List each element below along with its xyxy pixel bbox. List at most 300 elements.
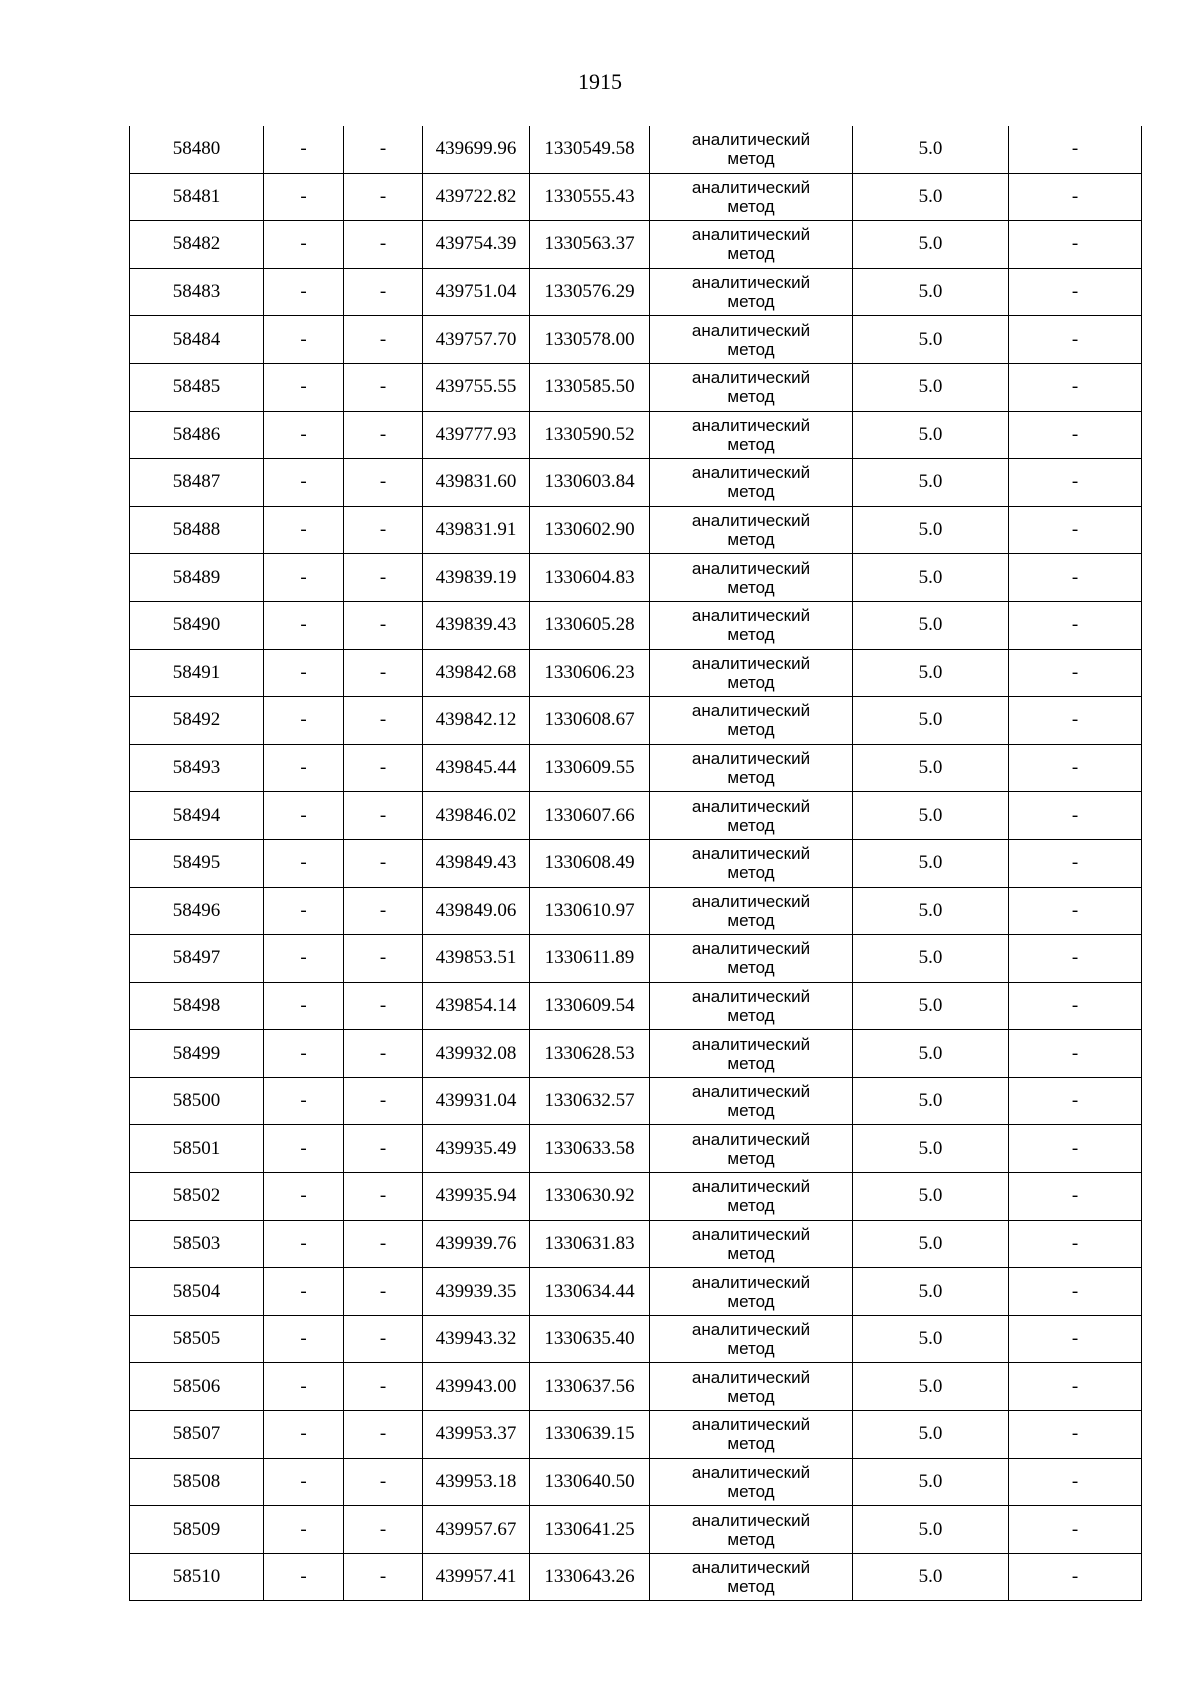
table-row (130, 982, 1142, 1030)
point-number-cell: 58509 (130, 1506, 264, 1554)
table-row (130, 126, 1142, 173)
table-row (130, 744, 1142, 792)
x-coordinate-cell: 439831.91 (423, 506, 530, 554)
accuracy-cell: 5.0 (853, 268, 1009, 316)
method-cell (650, 1411, 853, 1459)
accuracy-cell: 5.0 (853, 697, 1009, 745)
method-cell (650, 506, 853, 554)
y-coordinate-cell: 1330602.90 (530, 506, 650, 554)
x-coordinate-cell: 439943.00 (423, 1363, 530, 1411)
empty-dash-cell: - (1009, 1077, 1142, 1125)
x-coordinate-cell: 439953.18 (423, 1458, 530, 1506)
x-coordinate-cell: 439939.35 (423, 1268, 530, 1316)
empty-dash-cell: - (264, 554, 344, 602)
empty-dash-cell: - (344, 1268, 423, 1316)
y-coordinate-cell: 1330604.83 (530, 554, 650, 602)
y-coordinate-cell: 1330609.55 (530, 744, 650, 792)
empty-dash-cell: - (264, 221, 344, 269)
table-row (130, 1220, 1142, 1268)
table-row (130, 459, 1142, 507)
x-coordinate-cell: 439932.08 (423, 1030, 530, 1078)
method-line-1: аналитический (691, 130, 811, 150)
method-cell (650, 1506, 853, 1554)
point-number-cell: 58506 (130, 1363, 264, 1411)
accuracy-cell: 5.0 (853, 1268, 1009, 1316)
table-body (130, 126, 1142, 1601)
empty-dash-cell: - (1009, 173, 1142, 221)
empty-dash-cell: - (264, 506, 344, 554)
empty-dash-cell: - (1009, 839, 1142, 887)
accuracy-cell: 5.0 (853, 792, 1009, 840)
method-line-2: метод (727, 149, 775, 169)
point-number-cell: 58497 (130, 935, 264, 983)
method-line-2: метод (727, 1005, 775, 1025)
table-row (130, 1411, 1142, 1459)
point-number-cell: 58507 (130, 1411, 264, 1459)
method-line-2: метод (727, 625, 775, 645)
method-line-1: аналитический (691, 939, 811, 959)
method-line-1: аналитический (691, 749, 811, 769)
accuracy-cell: 5.0 (853, 982, 1009, 1030)
method-line-1: аналитический (691, 1415, 811, 1435)
table-row (130, 887, 1142, 935)
point-number-cell: 58486 (130, 411, 264, 459)
method-cell (650, 1363, 853, 1411)
accuracy-cell: 5.0 (853, 1315, 1009, 1363)
method-line-1: аналитический (691, 844, 811, 864)
empty-dash-cell: - (264, 1363, 344, 1411)
method-line-2: метод (727, 244, 775, 264)
x-coordinate-cell: 439777.93 (423, 411, 530, 459)
empty-dash-cell: - (264, 1411, 344, 1459)
method-line-1: аналитический (691, 415, 811, 435)
accuracy-cell: 5.0 (853, 649, 1009, 697)
method-line-2: метод (727, 387, 775, 407)
x-coordinate-cell: 439939.76 (423, 1220, 530, 1268)
table-row (130, 839, 1142, 887)
point-number-cell: 58491 (130, 649, 264, 697)
empty-dash-cell: - (264, 935, 344, 983)
table-row (130, 697, 1142, 745)
x-coordinate-cell: 439757.70 (423, 316, 530, 364)
empty-dash-cell: - (344, 1220, 423, 1268)
empty-dash-cell: - (264, 1220, 344, 1268)
method-cell (650, 839, 853, 887)
empty-dash-cell: - (344, 1411, 423, 1459)
coordinates-table (129, 126, 1142, 1601)
table-row (130, 649, 1142, 697)
empty-dash-cell: - (344, 982, 423, 1030)
table-row (130, 1363, 1142, 1411)
method-cell (650, 1315, 853, 1363)
y-coordinate-cell: 1330549.58 (530, 126, 650, 173)
method-line-1: аналитический (691, 1367, 811, 1387)
accuracy-cell: 5.0 (853, 316, 1009, 364)
empty-dash-cell: - (264, 411, 344, 459)
x-coordinate-cell: 439831.60 (423, 459, 530, 507)
method-line-1: аналитический (691, 1320, 811, 1340)
y-coordinate-cell: 1330606.23 (530, 649, 650, 697)
empty-dash-cell: - (344, 459, 423, 507)
method-line-1: аналитический (691, 1034, 811, 1054)
table-row (130, 506, 1142, 554)
empty-dash-cell: - (1009, 1173, 1142, 1221)
method-line-2: метод (727, 1148, 775, 1168)
table-row (130, 1553, 1142, 1601)
accuracy-cell: 5.0 (853, 935, 1009, 983)
empty-dash-cell: - (1009, 697, 1142, 745)
empty-dash-cell: - (1009, 459, 1142, 507)
empty-dash-cell: - (344, 839, 423, 887)
empty-dash-cell: - (264, 1315, 344, 1363)
empty-dash-cell: - (344, 363, 423, 411)
empty-dash-cell: - (1009, 1268, 1142, 1316)
method-line-2: метод (727, 1434, 775, 1454)
method-line-1: аналитический (691, 177, 811, 197)
method-cell (650, 697, 853, 745)
empty-dash-cell: - (264, 744, 344, 792)
method-line-2: метод (727, 577, 775, 597)
x-coordinate-cell: 439943.32 (423, 1315, 530, 1363)
y-coordinate-cell: 1330628.53 (530, 1030, 650, 1078)
empty-dash-cell: - (344, 506, 423, 554)
point-number-cell: 58510 (130, 1553, 264, 1601)
method-cell (650, 126, 853, 173)
empty-dash-cell: - (264, 839, 344, 887)
accuracy-cell: 5.0 (853, 744, 1009, 792)
empty-dash-cell: - (1009, 982, 1142, 1030)
empty-dash-cell: - (264, 601, 344, 649)
accuracy-cell: 5.0 (853, 839, 1009, 887)
y-coordinate-cell: 1330603.84 (530, 459, 650, 507)
point-number-cell: 58493 (130, 744, 264, 792)
method-line-2: метод (727, 958, 775, 978)
table-row (130, 554, 1142, 602)
empty-dash-cell: - (344, 697, 423, 745)
accuracy-cell: 5.0 (853, 887, 1009, 935)
point-number-cell: 58503 (130, 1220, 264, 1268)
empty-dash-cell: - (344, 792, 423, 840)
method-line-2: метод (727, 1101, 775, 1121)
accuracy-cell: 5.0 (853, 1506, 1009, 1554)
empty-dash-cell: - (1009, 1030, 1142, 1078)
method-line-2: метод (727, 863, 775, 883)
x-coordinate-cell: 439935.49 (423, 1125, 530, 1173)
empty-dash-cell: - (344, 935, 423, 983)
y-coordinate-cell: 1330630.92 (530, 1173, 650, 1221)
method-line-2: метод (727, 196, 775, 216)
empty-dash-cell: - (1009, 268, 1142, 316)
method-line-2: метод (727, 482, 775, 502)
method-line-2: метод (727, 1529, 775, 1549)
method-cell (650, 459, 853, 507)
method-cell (650, 792, 853, 840)
method-cell (650, 744, 853, 792)
method-line-1: аналитический (691, 1510, 811, 1530)
empty-dash-cell: - (264, 363, 344, 411)
point-number-cell: 58487 (130, 459, 264, 507)
method-line-2: метод (727, 1243, 775, 1263)
method-line-2: метод (727, 815, 775, 835)
method-cell (650, 268, 853, 316)
method-line-2: метод (727, 1386, 775, 1406)
method-line-1: аналитический (691, 796, 811, 816)
point-number-cell: 58480 (130, 126, 264, 173)
method-line-1: аналитический (691, 1558, 811, 1578)
accuracy-cell: 5.0 (853, 1077, 1009, 1125)
empty-dash-cell: - (264, 1077, 344, 1125)
accuracy-cell: 5.0 (853, 411, 1009, 459)
empty-dash-cell: - (344, 1030, 423, 1078)
method-line-2: метод (727, 530, 775, 550)
table-row (130, 1315, 1142, 1363)
empty-dash-cell: - (264, 316, 344, 364)
method-cell (650, 649, 853, 697)
method-cell (650, 601, 853, 649)
accuracy-cell: 5.0 (853, 1553, 1009, 1601)
empty-dash-cell: - (264, 268, 344, 316)
y-coordinate-cell: 1330608.67 (530, 697, 650, 745)
empty-dash-cell: - (344, 268, 423, 316)
y-coordinate-cell: 1330640.50 (530, 1458, 650, 1506)
accuracy-cell: 5.0 (853, 1220, 1009, 1268)
empty-dash-cell: - (344, 649, 423, 697)
empty-dash-cell: - (344, 173, 423, 221)
empty-dash-cell: - (1009, 792, 1142, 840)
table-row (130, 1506, 1142, 1554)
empty-dash-cell: - (1009, 1220, 1142, 1268)
method-line-1: аналитический (691, 225, 811, 245)
empty-dash-cell: - (1009, 1553, 1142, 1601)
empty-dash-cell: - (344, 744, 423, 792)
empty-dash-cell: - (1009, 1411, 1142, 1459)
table-row (130, 411, 1142, 459)
point-number-cell: 58500 (130, 1077, 264, 1125)
method-line-2: метод (727, 292, 775, 312)
empty-dash-cell: - (264, 887, 344, 935)
point-number-cell: 58483 (130, 268, 264, 316)
accuracy-cell: 5.0 (853, 1173, 1009, 1221)
method-line-1: аналитический (691, 558, 811, 578)
method-line-1: аналитический (691, 1082, 811, 1102)
y-coordinate-cell: 1330590.52 (530, 411, 650, 459)
accuracy-cell: 5.0 (853, 363, 1009, 411)
method-cell (650, 982, 853, 1030)
x-coordinate-cell: 439754.39 (423, 221, 530, 269)
page-number: 1915 (578, 69, 622, 94)
empty-dash-cell: - (1009, 126, 1142, 173)
y-coordinate-cell: 1330637.56 (530, 1363, 650, 1411)
empty-dash-cell: - (344, 554, 423, 602)
point-number-cell: 58502 (130, 1173, 264, 1221)
y-coordinate-cell: 1330608.49 (530, 839, 650, 887)
table-row (130, 1458, 1142, 1506)
empty-dash-cell: - (264, 697, 344, 745)
x-coordinate-cell: 439935.94 (423, 1173, 530, 1221)
empty-dash-cell: - (264, 1458, 344, 1506)
method-line-1: аналитический (691, 511, 811, 531)
y-coordinate-cell: 1330634.44 (530, 1268, 650, 1316)
y-coordinate-cell: 1330641.25 (530, 1506, 650, 1554)
point-number-cell: 58482 (130, 221, 264, 269)
method-cell (650, 316, 853, 364)
accuracy-cell: 5.0 (853, 126, 1009, 173)
method-line-1: аналитический (691, 606, 811, 626)
method-cell (650, 1030, 853, 1078)
method-line-1: аналитический (691, 701, 811, 721)
y-coordinate-cell: 1330576.29 (530, 268, 650, 316)
point-number-cell: 58501 (130, 1125, 264, 1173)
y-coordinate-cell: 1330609.54 (530, 982, 650, 1030)
empty-dash-cell: - (1009, 1506, 1142, 1554)
x-coordinate-cell: 439853.51 (423, 935, 530, 983)
x-coordinate-cell: 439849.43 (423, 839, 530, 887)
point-number-cell: 58499 (130, 1030, 264, 1078)
point-number-cell: 58488 (130, 506, 264, 554)
empty-dash-cell: - (1009, 411, 1142, 459)
x-coordinate-cell: 439839.43 (423, 601, 530, 649)
empty-dash-cell: - (344, 887, 423, 935)
table-row (130, 268, 1142, 316)
x-coordinate-cell: 439842.12 (423, 697, 530, 745)
method-cell (650, 1125, 853, 1173)
method-line-1: аналитический (691, 986, 811, 1006)
method-line-1: аналитический (691, 273, 811, 293)
empty-dash-cell: - (264, 173, 344, 221)
method-line-1: аналитический (691, 1462, 811, 1482)
table-row (130, 1030, 1142, 1078)
y-coordinate-cell: 1330555.43 (530, 173, 650, 221)
method-cell (650, 1553, 853, 1601)
accuracy-cell: 5.0 (853, 1458, 1009, 1506)
point-number-cell: 58494 (130, 792, 264, 840)
empty-dash-cell: - (264, 126, 344, 173)
empty-dash-cell: - (1009, 316, 1142, 364)
method-line-2: метод (727, 1196, 775, 1216)
method-line-1: аналитический (691, 1272, 811, 1292)
empty-dash-cell: - (264, 1173, 344, 1221)
x-coordinate-cell: 439755.55 (423, 363, 530, 411)
y-coordinate-cell: 1330607.66 (530, 792, 650, 840)
y-coordinate-cell: 1330563.37 (530, 221, 650, 269)
accuracy-cell: 5.0 (853, 1411, 1009, 1459)
method-line-1: аналитический (691, 1177, 811, 1197)
x-coordinate-cell: 439722.82 (423, 173, 530, 221)
method-line-1: аналитический (691, 1224, 811, 1244)
method-line-2: метод (727, 1339, 775, 1359)
table-row (130, 1173, 1142, 1221)
point-number-cell: 58508 (130, 1458, 264, 1506)
point-number-cell: 58489 (130, 554, 264, 602)
x-coordinate-cell: 439953.37 (423, 1411, 530, 1459)
empty-dash-cell: - (1009, 221, 1142, 269)
method-line-1: аналитический (691, 891, 811, 911)
empty-dash-cell: - (344, 126, 423, 173)
method-line-1: аналитический (691, 463, 811, 483)
empty-dash-cell: - (264, 459, 344, 507)
accuracy-cell: 5.0 (853, 554, 1009, 602)
table-row (130, 316, 1142, 364)
method-line-1: аналитический (691, 368, 811, 388)
method-cell (650, 411, 853, 459)
x-coordinate-cell: 439849.06 (423, 887, 530, 935)
accuracy-cell: 5.0 (853, 506, 1009, 554)
table-row (130, 363, 1142, 411)
y-coordinate-cell: 1330635.40 (530, 1315, 650, 1363)
method-cell (650, 887, 853, 935)
empty-dash-cell: - (344, 411, 423, 459)
empty-dash-cell: - (1009, 554, 1142, 602)
empty-dash-cell: - (344, 1315, 423, 1363)
y-coordinate-cell: 1330639.15 (530, 1411, 650, 1459)
empty-dash-cell: - (1009, 887, 1142, 935)
x-coordinate-cell: 439842.68 (423, 649, 530, 697)
accuracy-cell: 5.0 (853, 1125, 1009, 1173)
y-coordinate-cell: 1330643.26 (530, 1553, 650, 1601)
empty-dash-cell: - (264, 982, 344, 1030)
method-line-2: метод (727, 672, 775, 692)
method-line-2: метод (727, 434, 775, 454)
accuracy-cell: 5.0 (853, 173, 1009, 221)
empty-dash-cell: - (344, 1125, 423, 1173)
table-row (130, 1268, 1142, 1316)
method-cell (650, 363, 853, 411)
method-cell (650, 221, 853, 269)
point-number-cell: 58484 (130, 316, 264, 364)
x-coordinate-cell: 439751.04 (423, 268, 530, 316)
empty-dash-cell: - (344, 601, 423, 649)
x-coordinate-cell: 439931.04 (423, 1077, 530, 1125)
empty-dash-cell: - (264, 1030, 344, 1078)
method-cell (650, 173, 853, 221)
empty-dash-cell: - (1009, 1363, 1142, 1411)
empty-dash-cell: - (1009, 1125, 1142, 1173)
method-line-1: аналитический (691, 320, 811, 340)
point-number-cell: 58481 (130, 173, 264, 221)
accuracy-cell: 5.0 (853, 1030, 1009, 1078)
method-line-2: метод (727, 720, 775, 740)
point-number-cell: 58504 (130, 1268, 264, 1316)
method-line-2: метод (727, 1577, 775, 1597)
y-coordinate-cell: 1330585.50 (530, 363, 650, 411)
table-row (130, 935, 1142, 983)
method-cell (650, 1268, 853, 1316)
y-coordinate-cell: 1330610.97 (530, 887, 650, 935)
y-coordinate-cell: 1330632.57 (530, 1077, 650, 1125)
empty-dash-cell: - (1009, 506, 1142, 554)
x-coordinate-cell: 439846.02 (423, 792, 530, 840)
method-cell (650, 1220, 853, 1268)
empty-dash-cell: - (264, 649, 344, 697)
method-cell (650, 935, 853, 983)
empty-dash-cell: - (264, 1268, 344, 1316)
method-cell (650, 1173, 853, 1221)
empty-dash-cell: - (344, 1077, 423, 1125)
empty-dash-cell: - (1009, 649, 1142, 697)
x-coordinate-cell: 439854.14 (423, 982, 530, 1030)
method-line-2: метод (727, 339, 775, 359)
accuracy-cell: 5.0 (853, 221, 1009, 269)
point-number-cell: 58490 (130, 601, 264, 649)
point-number-cell: 58492 (130, 697, 264, 745)
method-line-2: метод (727, 1053, 775, 1073)
empty-dash-cell: - (344, 1173, 423, 1221)
method-cell (650, 554, 853, 602)
method-line-2: метод (727, 1291, 775, 1311)
x-coordinate-cell: 439845.44 (423, 744, 530, 792)
empty-dash-cell: - (1009, 1458, 1142, 1506)
y-coordinate-cell: 1330633.58 (530, 1125, 650, 1173)
